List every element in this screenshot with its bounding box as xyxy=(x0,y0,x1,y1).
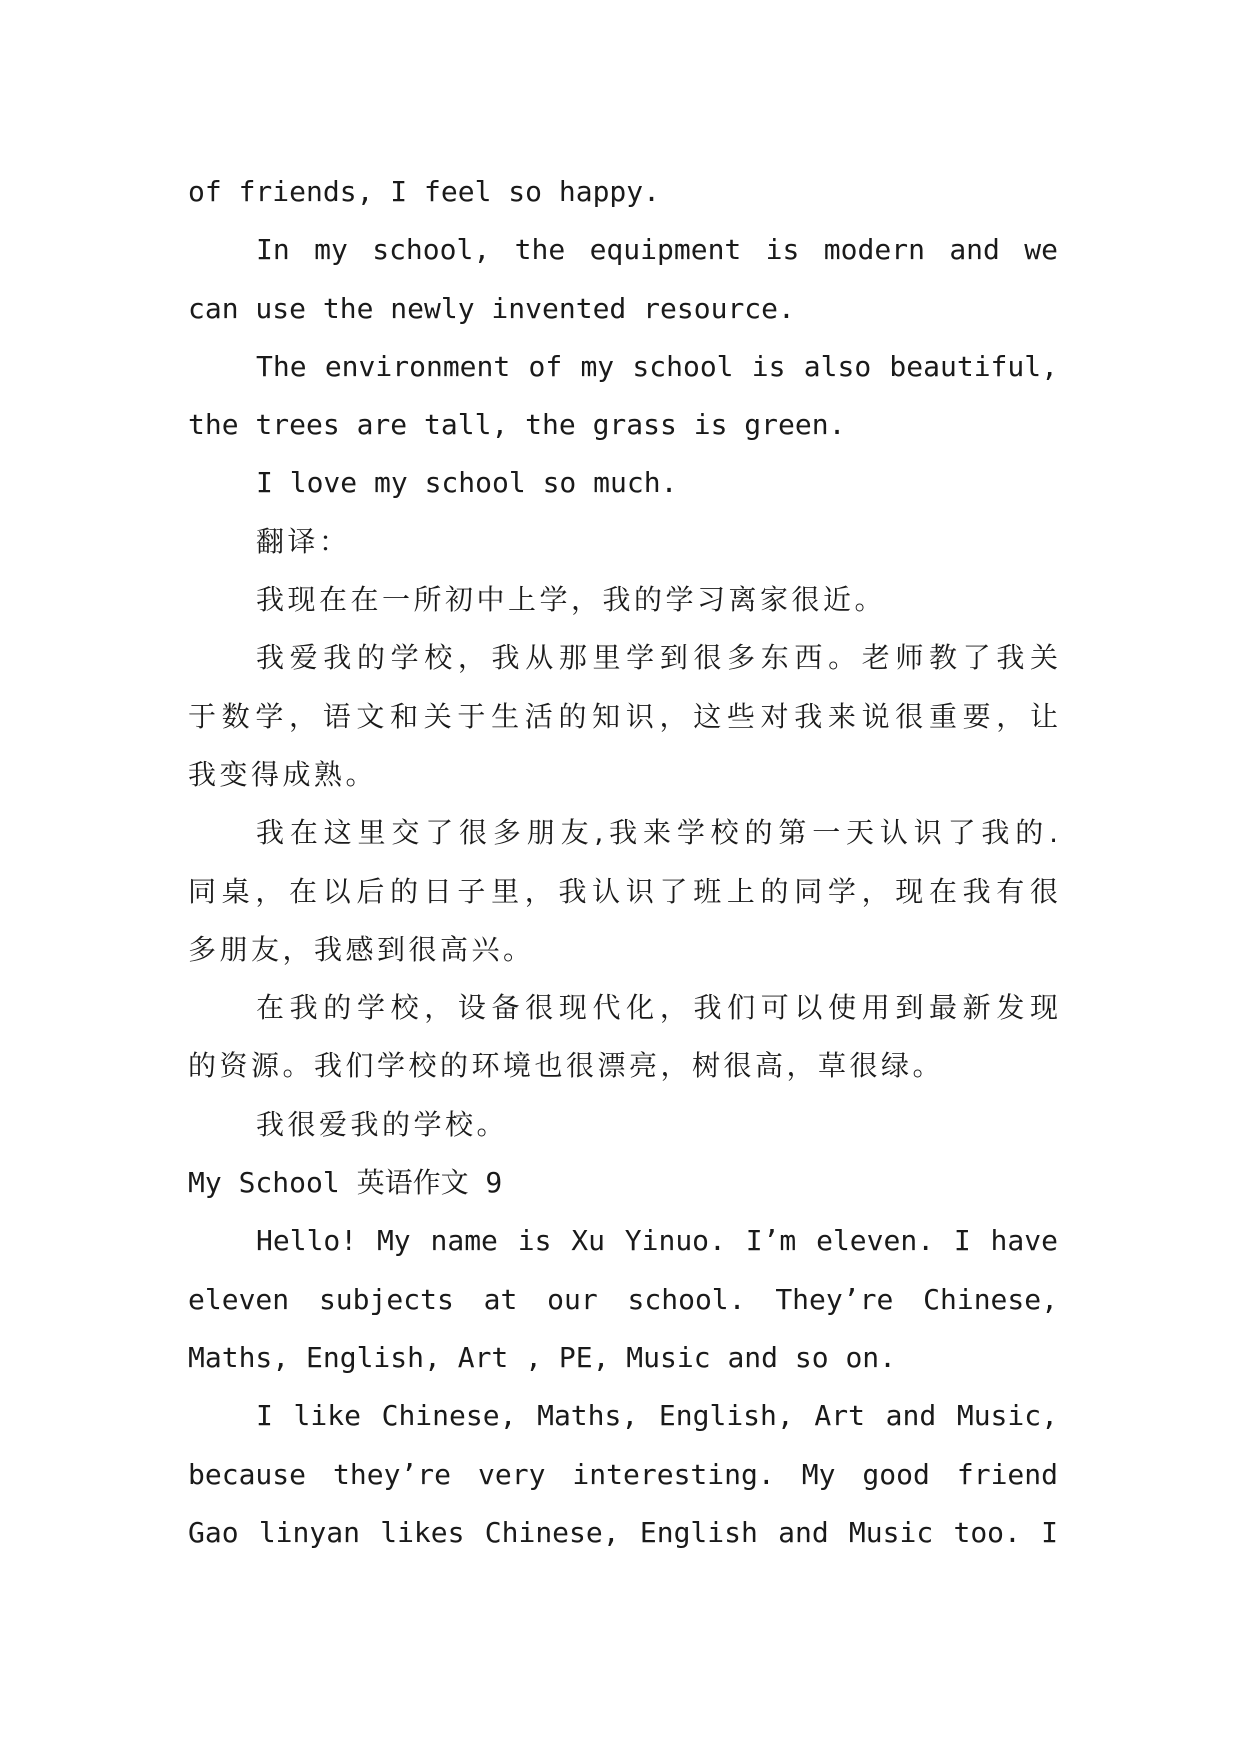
text-line: can use the newly invented resource. xyxy=(188,291,795,325)
paragraph-first-line: 我现在在一所初中上学，我的学习离家很近。 xyxy=(256,583,887,617)
text-line: Maths, English, Art , PE, Music and so on. xyxy=(188,1340,897,1374)
paragraph-first-line: I like Chinese, Maths, English, Art and Music, xyxy=(256,1399,1058,1433)
text-line: of friends, I feel so happy. xyxy=(188,175,661,208)
paragraph-first-line: 我很爱我的学校。 xyxy=(256,1107,509,1141)
text-line: 我变得成熟。 xyxy=(188,757,378,791)
text-line: because they’re very interesting. My good friend xyxy=(188,1457,1058,1491)
paragraph-first-line: 我爱我的学校，我从那里学到很多东西。老师教了我关 xyxy=(256,641,1058,675)
text-line: 的资源。我们学校的环境也很漂亮，树很高，草很绿。 xyxy=(188,1049,945,1083)
translation-heading: 翻译： xyxy=(256,524,351,558)
document-body xyxy=(188,163,1058,1562)
text-line: the trees are tall, the grass is green. xyxy=(188,408,846,442)
text-line: 多朋友，我感到很高兴。 xyxy=(188,932,535,966)
text-line: eleven subjects at our school. They’re Chinese, xyxy=(188,1282,1058,1316)
text-line: 于数学，语文和关于生活的知识，这些对我来说很重要，让 xyxy=(188,699,1058,733)
paragraph-first-line: Hello! My name is Xu Yinuo. I’m eleven. I have xyxy=(256,1224,1058,1258)
paragraph-first-line: The environment of my school is also beautiful, xyxy=(256,349,1058,383)
paragraph-first-line: In my school, the equipment is modern and we xyxy=(256,233,1058,267)
paragraph-first-line: 我在这里交了很多朋友,我来学校的第一天认识了我的. xyxy=(256,816,1058,850)
text-line: Gao linyan likes Chinese, English and Music too. I xyxy=(188,1515,1058,1549)
section-heading: My School 英语作文 9 xyxy=(188,1166,503,1200)
paragraph-first-line: I love my school so much. xyxy=(256,466,678,500)
text-line: 同桌，在以后的日子里，我认识了班上的同学，现在我有很 xyxy=(188,874,1058,908)
paragraph-first-line: 在我的学校，设备很现代化，我们可以使用到最新发现 xyxy=(256,991,1058,1025)
